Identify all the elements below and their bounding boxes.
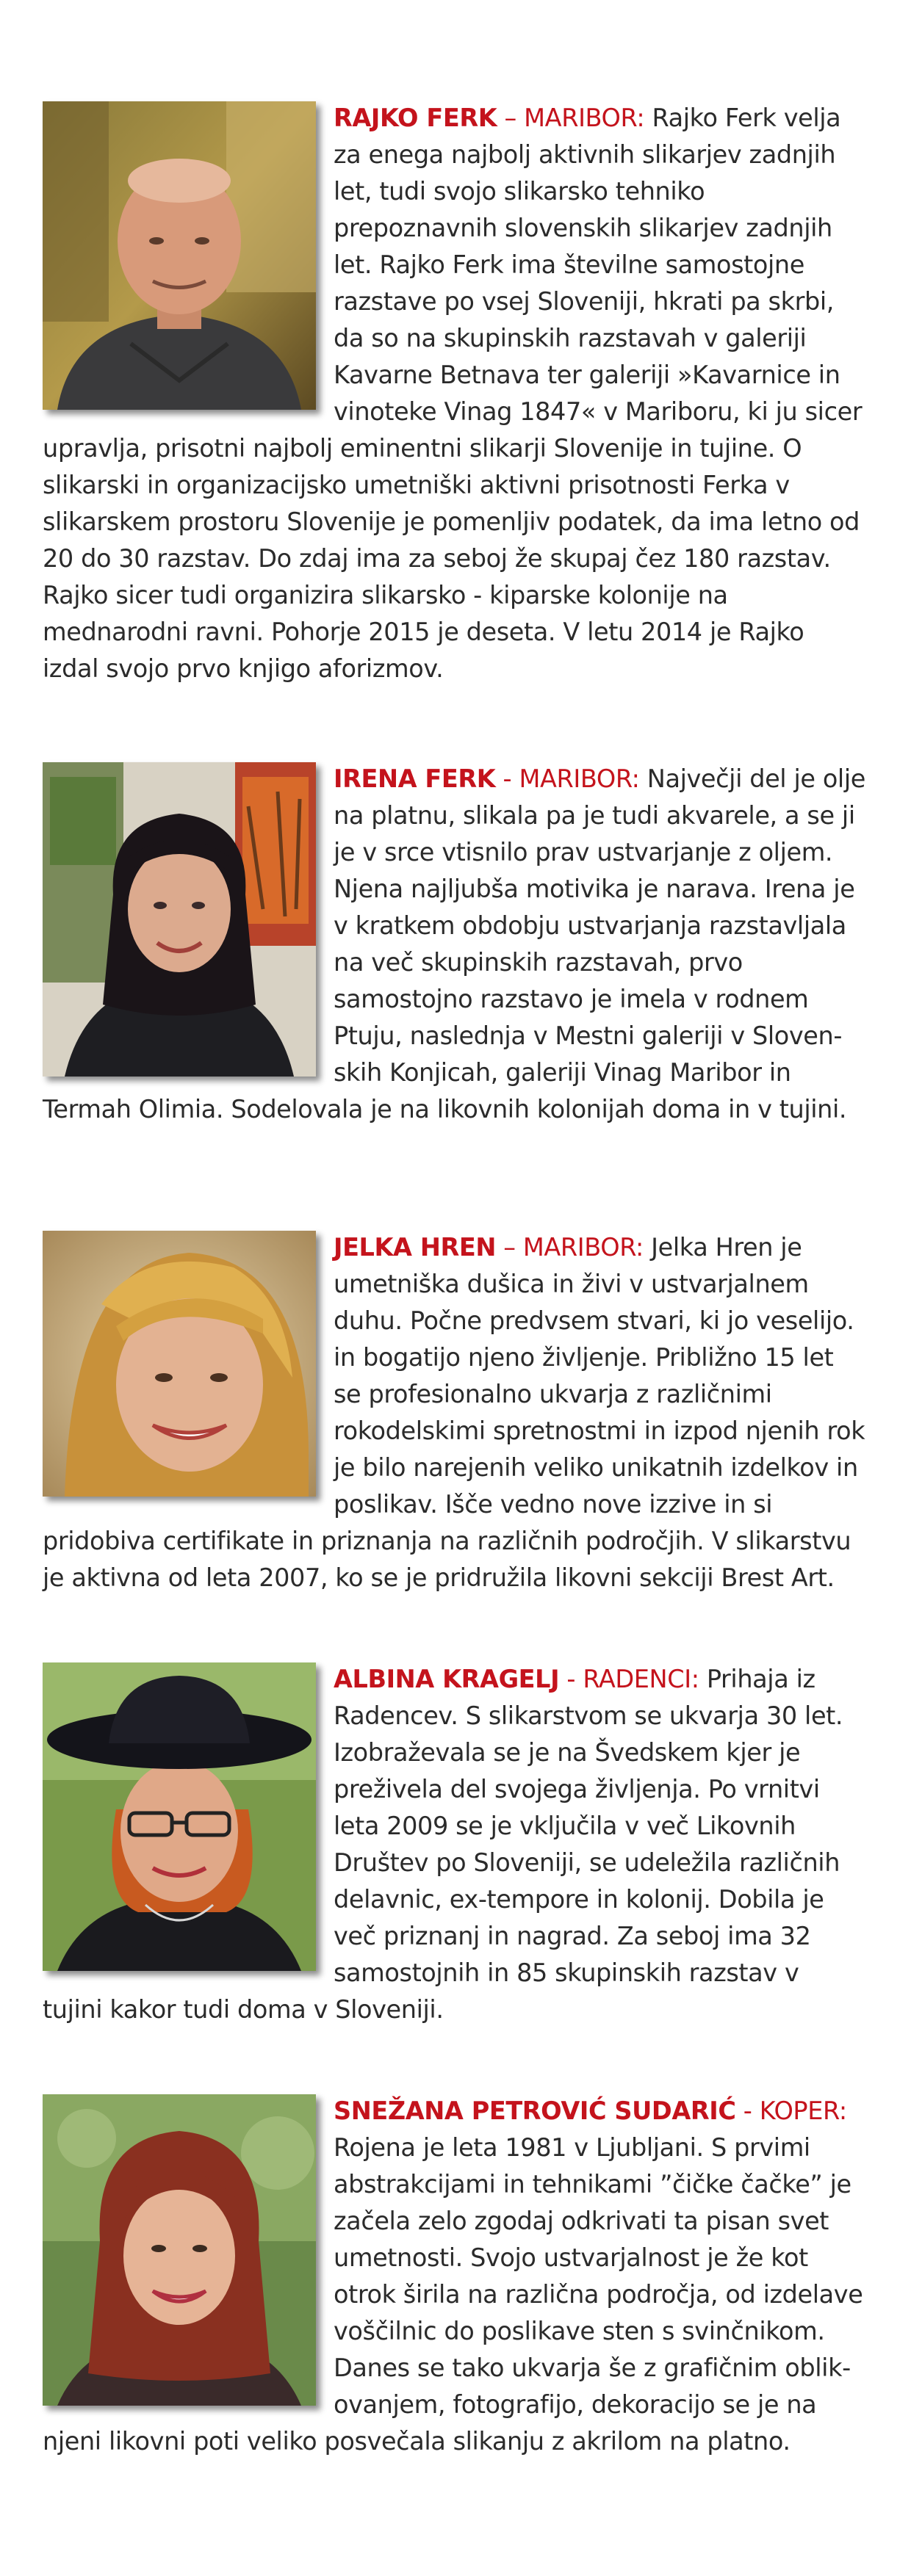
artist-photo: [43, 2094, 316, 2406]
artist-bio-text: Največji del je olje na platnu, slikala pa je tudi akvarele, a se ji je v srce vtisnilo prav ustvarjanje z oljem. Njena najljubša motivika je narava. Irena je v kratkem obdobju ustvarjanja razstavljala na več skupinskih razstavah, prvo samostojno razstavo je imela v rodnem Ptuju, naslednja v Mestni galeriji v Slovenskih Konjicah, galeriji Vinag Maribor in Termah Olimia. Sodelovala je na likovnih kolonijah doma in v tujini.: [43, 764, 865, 1124]
artist-photo: [43, 1231, 316, 1497]
name-separator: –: [496, 1233, 523, 1262]
artist-name: ALBINA KRAGELJ: [334, 1665, 560, 1693]
artist-entry-snezana-petrovic-sudaric: [43, 2093, 865, 2460]
name-separator: -: [495, 764, 519, 793]
artist-name: SNEŽANA PETROVIĆ SUDARIĆ: [334, 2096, 736, 2125]
name-separator: -: [735, 2096, 760, 2125]
portrait-woman-blonde-icon: [43, 1231, 316, 1497]
artist-photo: [43, 1663, 316, 1971]
artist-city: MARIBOR:: [522, 1233, 644, 1262]
artist-entry-albina-kragelj: [43, 1661, 865, 2028]
artist-bio-text: Prihaja iz Radencev. S slikarstvom se ukvarja 30 let. Izobraževala se je na Švedskem kjer je preživela del svojega življenja. Po vrnitvi leta 2009 se je vključila v več Likovnih Društev po Sloveniji, se udeležila različnih delavnic, ex-tempore in kolonij. Dobila je več priznanj in nagrad. Za seboj ima 32 samostojnih in 85 skupinskih razstav v tujini kakor tudi doma v Sloveniji.: [43, 1665, 843, 2024]
portrait-woman-red-hair-icon: [43, 2094, 316, 2406]
portrait-woman-dark-hair-icon: [43, 762, 316, 1077]
name-separator: -: [559, 1665, 583, 1693]
artist-name: JELKA HREN: [334, 1233, 496, 1262]
artist-city: MARIBOR:: [519, 764, 640, 793]
artist-bio-text: Jelka Hren je umetniška dušica in živi v ustvarjalnem duhu. Počne predvsem stvari, ki jo veselijo. in bogatijo njeno življenje. Približno 15 let se profesionalno ukvarja z različnimi rokodelskimi spretnostmi in izpod njenih rok je bilo narejenih veliko unikatnih izdelkov in poslikav. Išče vedno nove izzive in si pridobiva certifikate in priznanja na različnih področjih. V slikarstvu je aktivna od leta 2007, ko se je pridružila likovni sekciji Brest Art.: [43, 1233, 865, 1592]
portrait-woman-hat-icon: [43, 1663, 316, 1971]
portrait-man-icon: [43, 101, 316, 410]
artist-name: IRENA FERK: [334, 764, 496, 793]
artist-entry-irena-ferk: [43, 761, 865, 1128]
artist-entry-jelka-hren: [43, 1229, 865, 1596]
artist-bio-text: Rajko Ferk velja za enega najbolj aktivnih slikarjev zadnjih let, tudi svojo slikarsko tehniko prepoznavnih slovenskih slikarjev zadnjih let. Rajko Ferk ima številne samostojne razstave po vsej Sloveniji, hkrati pa skrbi, da so na skupinskih razstavah v galeriji Kavarne Betnava ter galeriji »Kavarnice in vinoteke Vinag 1847« v Mariboru, ki ju sicer upravlja, prisotni najbolj eminentni slikarji Slovenije in tujine. O slikarski in organizacijsko umetniški aktivni prisotnosti Ferka v slikarskem prostoru Slovenije je pomenljiv podatek, da ima letno od 20 do 30 razstav. Do zdaj ima za seboj že skupaj čez 180 razstav. Rajko sicer tudi organizira slikarsko - kiparske kolonije na mednarodni ravni. Pohorje 2015 je deseta. V letu 2014 je Rajko izdal svojo prvo knjigo aforizmov.: [43, 104, 863, 683]
artist-entry-rajko-ferk: [43, 100, 865, 687]
artist-photo: [43, 762, 316, 1077]
artist-bio-text: Rojena je leta 1981 v Ljubljani. S prvimi abstrakcijami in tehnikami ”čičke čačke” je začela zelo zgodaj odkrivati ta pisan svet umetnosti. Svojo ustvarjalnost je že kot otrok širila na različna področja, od izdelave voščilnic do poslikave sten s svinčnikom. Danes se tako ukvarja še z grafičnim oblikovanjem, fotografijo, dekoracijo se je na njeni likovni poti veliko posvečala slikanju z akrilom na platno.: [43, 2133, 863, 2456]
artist-city: MARIBOR:: [524, 104, 645, 132]
artist-photo: [43, 101, 316, 410]
artist-name: RAJKO FERK: [334, 104, 497, 132]
name-separator: –: [497, 104, 525, 132]
artist-city: RADENCI:: [583, 1665, 699, 1693]
artist-city: KOPER:: [759, 2096, 847, 2125]
